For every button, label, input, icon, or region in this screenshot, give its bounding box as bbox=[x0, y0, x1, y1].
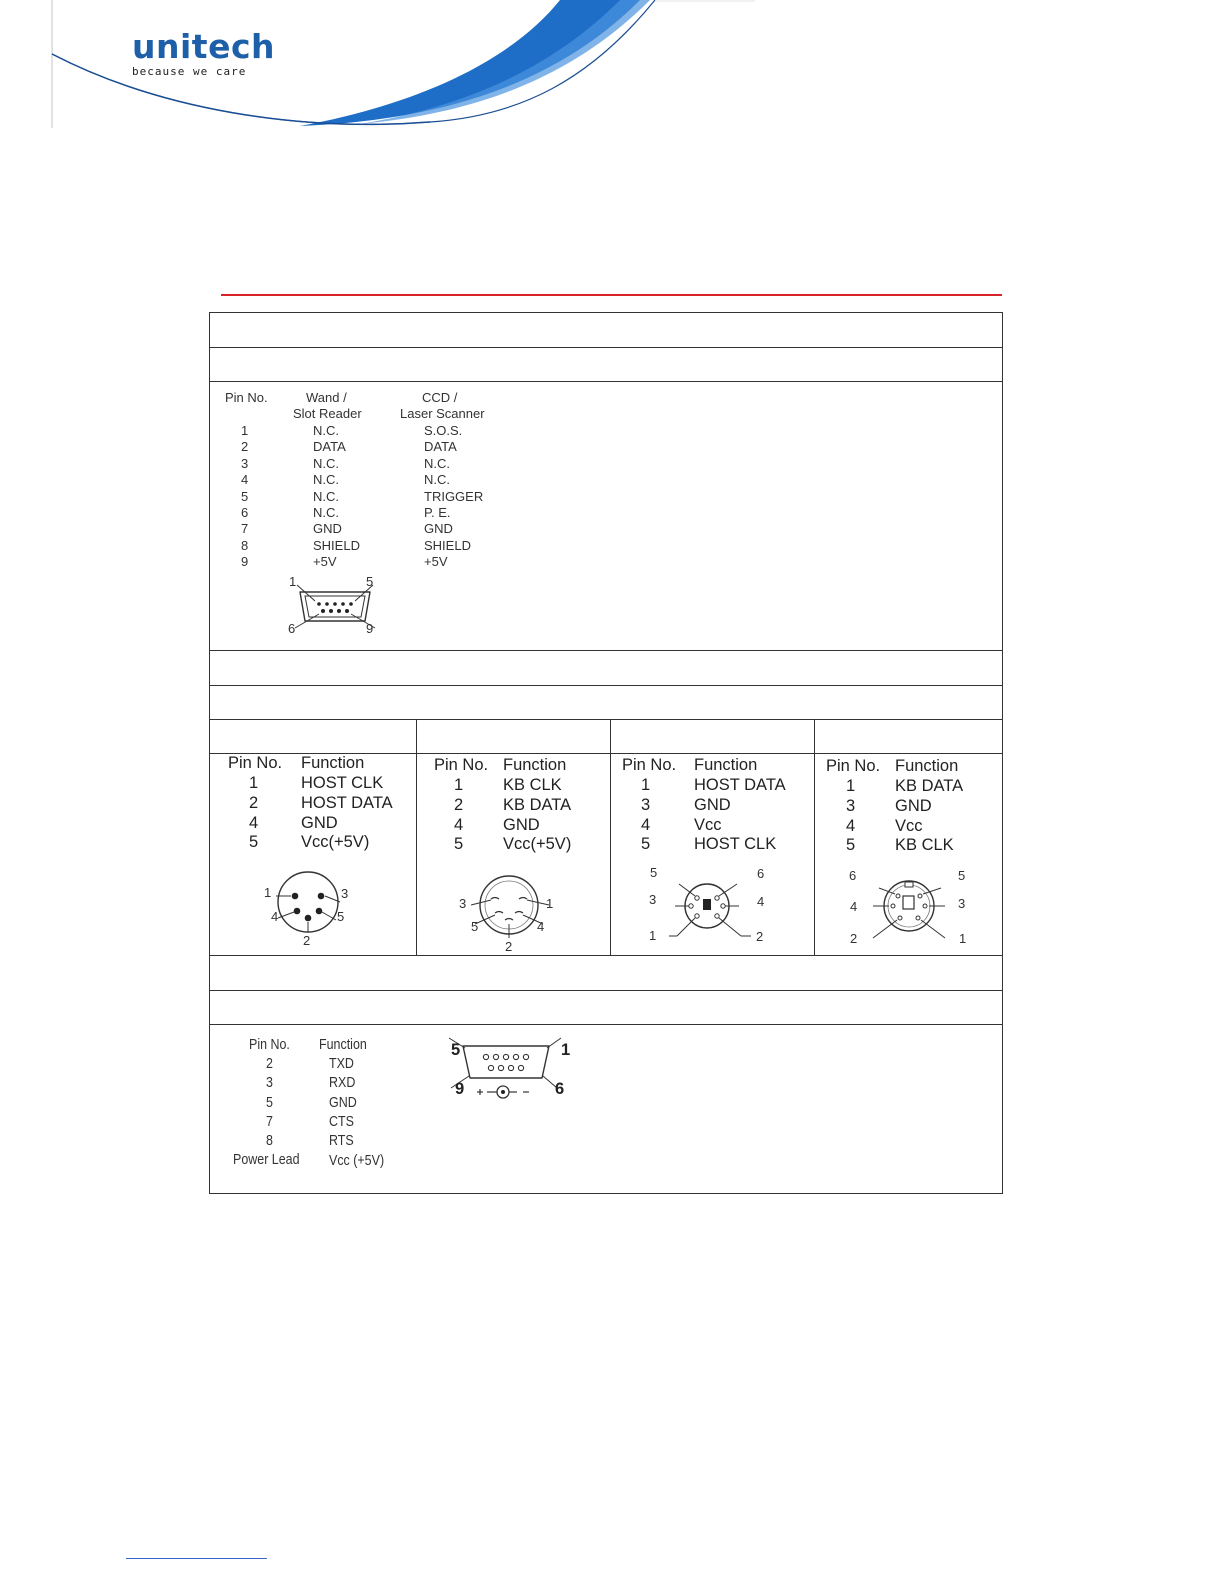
ps2-label: 6 bbox=[849, 868, 857, 883]
din-pin: 2 bbox=[454, 796, 464, 814]
wand-pin: 3 bbox=[241, 456, 249, 471]
din-pin: 1 bbox=[249, 774, 259, 792]
footer-link-underline bbox=[126, 1558, 267, 1559]
pin-assignment-table bbox=[209, 312, 1003, 1194]
din-pin: 2 bbox=[249, 794, 259, 812]
ps2-pin-header: Pin No. bbox=[826, 757, 881, 775]
section-rule bbox=[221, 294, 1002, 296]
rs232-pin: Power Lead bbox=[233, 1152, 300, 1168]
ccd-col-header: CCD / bbox=[422, 390, 458, 405]
ps2-label: 2 bbox=[756, 929, 764, 944]
company-logo bbox=[132, 27, 276, 78]
din-label: 1 bbox=[546, 896, 554, 911]
db9-label: 6 bbox=[288, 621, 296, 636]
rs232-pin: 8 bbox=[266, 1133, 273, 1149]
ps2-pin: 3 bbox=[846, 797, 856, 815]
wand-pin: 5 bbox=[241, 489, 249, 504]
wand-pin: 7 bbox=[241, 521, 249, 536]
din-label: 3 bbox=[341, 886, 349, 901]
ps2-func-header: Function bbox=[895, 757, 959, 775]
din-func: HOST DATA bbox=[301, 794, 393, 812]
wand-func: DATA bbox=[313, 439, 346, 454]
ps2-pin: 4 bbox=[846, 817, 856, 835]
ps2-func: KB CLK bbox=[895, 836, 954, 854]
ps2-pin: 4 bbox=[641, 816, 651, 834]
wand-pin-header: Pin No. bbox=[225, 390, 268, 405]
db9-female-power-connector-diagram bbox=[445, 1036, 575, 1116]
ps2-pin: 5 bbox=[846, 836, 856, 854]
rs232-func: RTS bbox=[329, 1133, 354, 1149]
ccd-func: DATA bbox=[424, 439, 457, 454]
ccd-func: +5V bbox=[424, 554, 448, 569]
minidin6-male-connector-diagram bbox=[657, 872, 767, 950]
wand-pin: 9 bbox=[241, 554, 249, 569]
rs232-func: RXD bbox=[329, 1075, 356, 1091]
ccd-func: N.C. bbox=[424, 472, 450, 487]
ps2-label: 6 bbox=[757, 866, 765, 881]
ps2-pin: 5 bbox=[641, 835, 651, 853]
ps2-func: HOST DATA bbox=[694, 776, 786, 794]
ccd-func: S.O.S. bbox=[424, 423, 463, 438]
ps2-func: HOST CLK bbox=[694, 835, 777, 853]
wand-func: N.C. bbox=[313, 423, 339, 438]
minidin6-female-connector-diagram bbox=[859, 872, 969, 952]
ps2-func: KB DATA bbox=[895, 777, 964, 795]
din-func-header: Function bbox=[301, 754, 365, 772]
ps2-label: 3 bbox=[958, 896, 966, 911]
ps2-func: GND bbox=[895, 797, 932, 815]
din-label: 3 bbox=[459, 896, 467, 911]
db9-label: 5 bbox=[366, 574, 374, 589]
rs232-func: CTS bbox=[329, 1114, 354, 1130]
wand-func: +5V bbox=[313, 554, 337, 569]
ps2-label: 5 bbox=[650, 865, 658, 880]
ccd-func: GND bbox=[424, 521, 453, 536]
rs232-func-header: Function bbox=[319, 1037, 367, 1053]
din-pin: 5 bbox=[454, 835, 464, 853]
rs232-label: 9 bbox=[455, 1080, 465, 1098]
ps2-label: 5 bbox=[958, 868, 966, 883]
din-label: 2 bbox=[303, 933, 311, 948]
wand-col-header: Wand / bbox=[306, 390, 347, 405]
rs232-pin: 2 bbox=[266, 1056, 273, 1072]
wand-func: N.C. bbox=[313, 505, 339, 520]
ps2-label: 2 bbox=[850, 931, 858, 946]
rs232-pin-header: Pin No. bbox=[249, 1037, 290, 1053]
ps2-label: 4 bbox=[850, 899, 858, 914]
din-pin: 4 bbox=[454, 816, 464, 834]
ps2-pin: 3 bbox=[641, 796, 651, 814]
din-label: 4 bbox=[271, 909, 279, 924]
wand-func: GND bbox=[313, 521, 342, 536]
ps2-label: 1 bbox=[959, 931, 967, 946]
ps2-label: 3 bbox=[649, 892, 657, 907]
rs232-label: 1 bbox=[561, 1041, 571, 1059]
rs232-pin: 7 bbox=[266, 1114, 273, 1130]
rs232-func: GND bbox=[329, 1095, 357, 1111]
rs232-func: TXD bbox=[329, 1056, 354, 1072]
din-func: HOST CLK bbox=[301, 774, 384, 792]
ccd-func: N.C. bbox=[424, 456, 450, 471]
db9-label: 9 bbox=[366, 621, 374, 636]
ps2-func-header: Function bbox=[694, 756, 758, 774]
ps2-label: 4 bbox=[757, 894, 765, 909]
din-pin-header: Pin No. bbox=[228, 754, 283, 772]
din-label: 5 bbox=[471, 919, 479, 934]
db9-label: 1 bbox=[289, 574, 297, 589]
ps2-pin: 1 bbox=[846, 777, 856, 795]
logo-tagline: because we care bbox=[132, 65, 247, 78]
din-pin-header: Pin No. bbox=[434, 756, 489, 774]
wand-pin: 8 bbox=[241, 538, 249, 553]
rs232-func: Vcc (+5V) bbox=[329, 1153, 385, 1169]
din-func: Vcc(+5V) bbox=[301, 833, 370, 851]
rs232-pin: 3 bbox=[266, 1075, 273, 1091]
din-func: GND bbox=[503, 816, 540, 834]
din-pin: 1 bbox=[454, 776, 464, 794]
din-pin: 4 bbox=[249, 814, 259, 832]
ps2-func: Vcc bbox=[694, 816, 722, 834]
wand-pin: 6 bbox=[241, 505, 249, 520]
wand-func: N.C. bbox=[313, 489, 339, 504]
ccd-func: TRIGGER bbox=[424, 489, 484, 504]
din-func: KB DATA bbox=[503, 796, 572, 814]
wand-func: N.C. bbox=[313, 456, 339, 471]
din-func: GND bbox=[301, 814, 338, 832]
rs232-label: 5 bbox=[451, 1041, 461, 1059]
logo-wordmark: unitech bbox=[132, 27, 276, 66]
din-label: 4 bbox=[537, 919, 545, 934]
din-func: KB CLK bbox=[503, 776, 562, 794]
din-label: 5 bbox=[337, 909, 345, 924]
ps2-label: 1 bbox=[649, 928, 657, 943]
ccd-func: SHIELD bbox=[424, 538, 471, 553]
wand-func: SHIELD bbox=[313, 538, 360, 553]
ps2-pin-header: Pin No. bbox=[622, 756, 677, 774]
din-label: 1 bbox=[264, 885, 272, 900]
din-pin: 5 bbox=[249, 833, 259, 851]
rs232-label: 6 bbox=[555, 1080, 565, 1098]
din-label: 2 bbox=[505, 939, 513, 954]
wand-pin: 2 bbox=[241, 439, 249, 454]
wand-func: N.C. bbox=[313, 472, 339, 487]
ccd-func: P. E. bbox=[424, 505, 451, 520]
wand-pin: 1 bbox=[241, 423, 249, 438]
ccd-col-header-2: Laser Scanner bbox=[400, 406, 485, 421]
rs232-pin: 5 bbox=[266, 1095, 273, 1111]
ps2-func: Vcc bbox=[895, 817, 923, 835]
din-func: Vcc(+5V) bbox=[503, 835, 572, 853]
ps2-pin: 1 bbox=[641, 776, 651, 794]
wand-pin: 4 bbox=[241, 472, 249, 487]
ps2-func: GND bbox=[694, 796, 731, 814]
din-func-header: Function bbox=[503, 756, 567, 774]
wand-col-header-2: Slot Reader bbox=[293, 406, 362, 421]
